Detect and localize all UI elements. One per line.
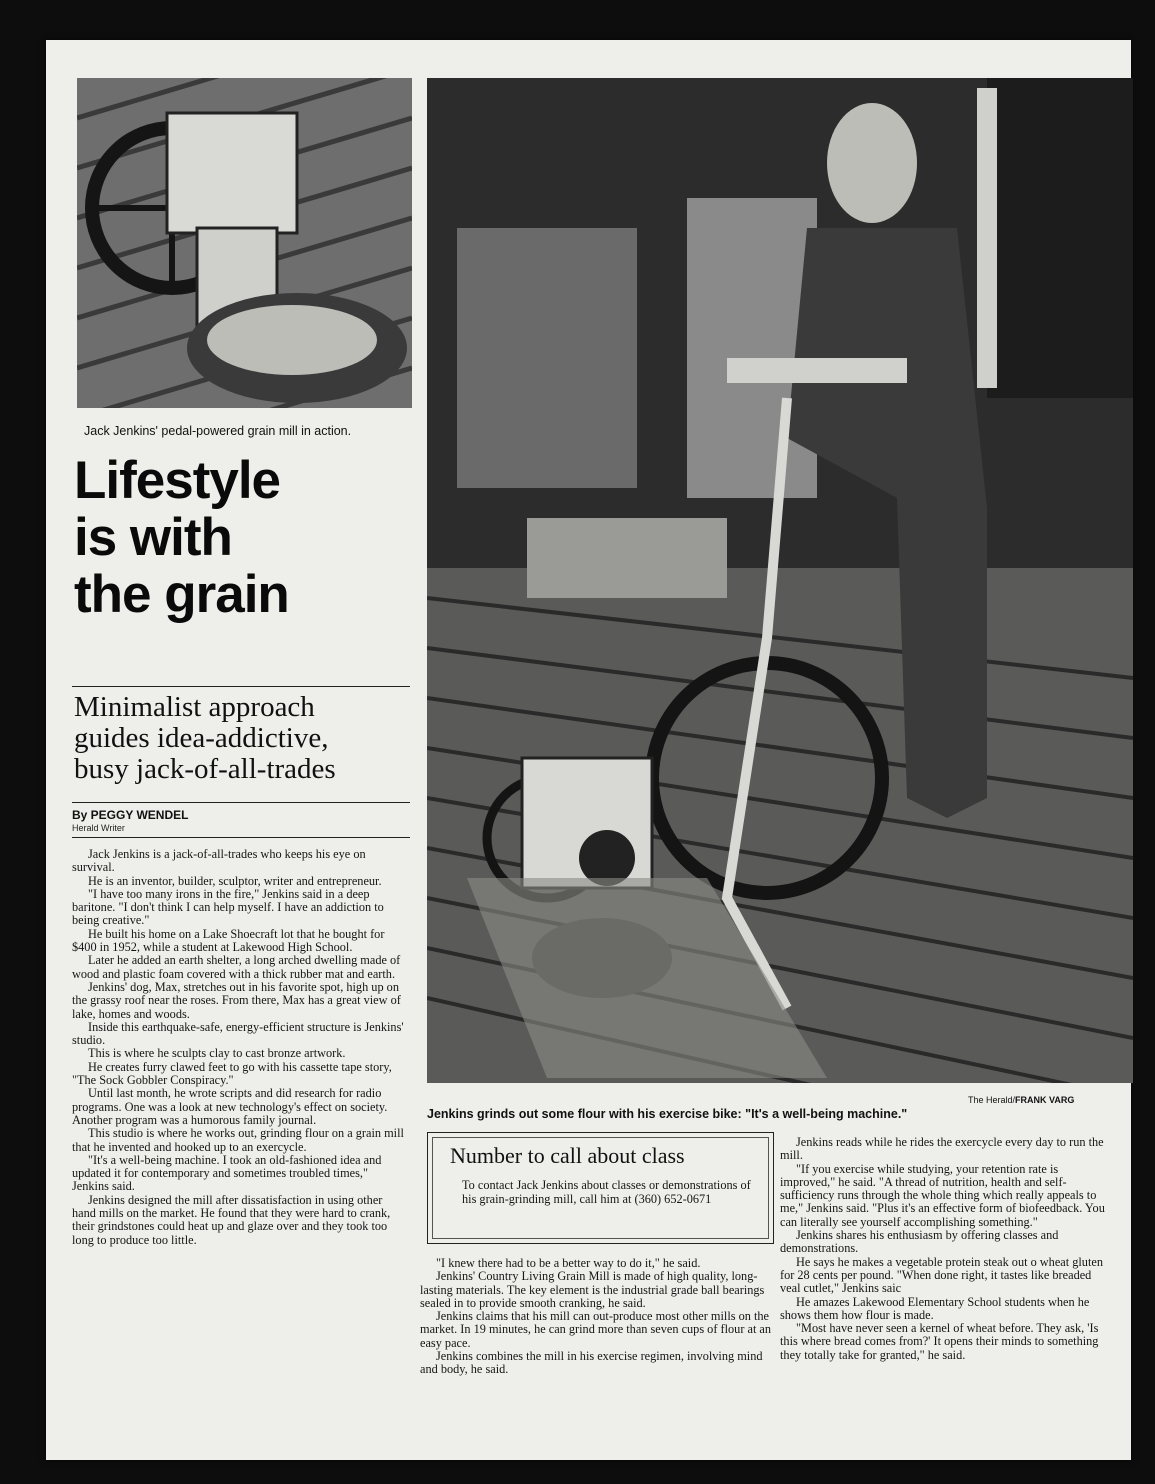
paragraph: He is an inventor, builder, sculptor, writer and entrepreneur. [88,873,382,888]
paragraph: Jenkins combines the mill in his exercise regimen, involving mind and body, he said. [420,1349,763,1377]
photo-credit-source: The Herald/ [968,1095,1016,1105]
paragraph: He creates furry clawed feet to go with his cassette tape story, "The Sock Gobbler Conspiracy." [72,1059,392,1088]
photo-credit-name: FRANK VARG [1015,1095,1075,1105]
paragraph: This studio is where he works out, grinding flour on a grain mill that he invented and hooked up to an exercycle. [72,1126,404,1154]
paragraph: Jenkins shares his enthusiasm by offering classes and demonstrations. [780,1228,1059,1256]
main-photo [427,78,1133,1083]
article-column-3 [780,1136,1110,1362]
paragraph: He says he makes a vegetable protein steak out o wheat gluten for 28 cents per pound. "When done right, it tastes like breaded veal cutlet," Jenkins saic [780,1254,1103,1296]
photo-credit [968,1095,1074,1105]
headline-line: is with [74,508,232,567]
paragraph: "Most have never seen a kernel of wheat before. They ask, 'Is this where bread comes from?' It opens their minds to something they totally take for granted," he said. [780,1321,1099,1362]
subheadline [74,692,414,785]
headline-line: the grain [74,565,289,624]
article-column-1 [72,848,407,1247]
headline [74,452,419,623]
sidebar-body: To contact Jack Jenkins about classes or demonstrations of his grain-grinding mill, call him at (360) 652-0671 [462,1178,751,1206]
paragraph: Jenkins' dog, Max, stretches out in his favorite spot, high up on the grassy roof near the roses. From there, Max has a great view of lake, homes and woods. [72,979,401,1021]
subheadline-line: busy jack-of-all-trades [74,753,336,785]
paragraph: Jenkins claims that his mill can out-produce most other mills on the market. In 19 minutes, he can grind more than seven cups of flour at an easy pace. [420,1309,772,1350]
paragraph: He amazes Lakewood Elementary School students when he shows them how flour is made. [780,1294,1090,1322]
sidebar-title: Number to call about class [450,1143,685,1168]
sidebar-box [427,1132,774,1244]
photo-caption-top: Jack Jenkins' pedal-powered grain mill in action. [84,424,352,438]
byline: By PEGGY WENDEL [72,808,189,822]
paragraph: Jenkins designed the mill after dissatisfaction in using other hand mills on the market. He found that they were hard to crank, their grindstones could heat up and glaze over and they took too long to produce too little. [72,1192,391,1247]
paragraph: Jenkins reads while he rides the exercycle every day to run the mill. [780,1135,1104,1163]
paragraph: "It's a well-being machine. I took an old-fashioned idea and updated it for contemporary and sometimes troubled times," Jenkins said. [72,1152,382,1194]
paragraph: Inside this earthquake-safe, energy-efficient structure is Jenkins' studio. [72,1019,404,1048]
paragraph: Later he added an earth shelter, a long arched dwelling made of wood and plastic foam covered with a thick rubber mat and earth. [72,953,401,981]
paragraph: He built his home on a Lake Shoecraft lot that he bought for $400 in 1952, while a student at Lakewood High School. [72,926,385,955]
subheadline-line: Minimalist approach [74,691,315,723]
subheadline-line: guides idea-addictive, [74,722,329,754]
article-column-2 [420,1257,780,1377]
divider [72,686,410,687]
paragraph: "I have too many irons in the fire," Jenkins said in a deep baritone. "I don't think I can help myself. I have an addiction to being creative." [72,886,384,928]
paragraph: This is where he sculpts clay to cast bronze artwork. [88,1046,346,1061]
headline-line: Lifestyle [74,451,281,510]
byline-role: Herald Writer [72,823,125,833]
photo-caption-main: Jenkins grinds out some flour with his exercise bike: "It's a well-being machine." [427,1107,908,1121]
paragraph: Jenkins' Country Living Grain Mill is made of high quality, long-lasting materials. The key element is the industrial grade ball bearings sealed in to provide smooth cranking, he said. [420,1269,765,1310]
paragraph: "If you exercise while studying, your retention rate is improved," he said. "A thread of nutrition, health and self-sufficiency runs through the whole thing which really appeals to me," Jenkins said. "Plus it's an effective form of biofeedback. You can literally see yourself accomplishing something." [780,1161,1105,1229]
divider [72,802,410,803]
paragraph: "I knew there had to be a better way to do it," he said. [436,1256,701,1270]
grain-mill-photo [77,78,412,408]
divider [72,837,410,838]
paragraph: Jack Jenkins is a jack-of-all-trades who keeps his eye on survival. [72,847,366,875]
paragraph: Until last month, he wrote scripts and did research for radio programs. One was a look at new technology's effect on society. Another program was a humorous family journal. [72,1086,388,1127]
